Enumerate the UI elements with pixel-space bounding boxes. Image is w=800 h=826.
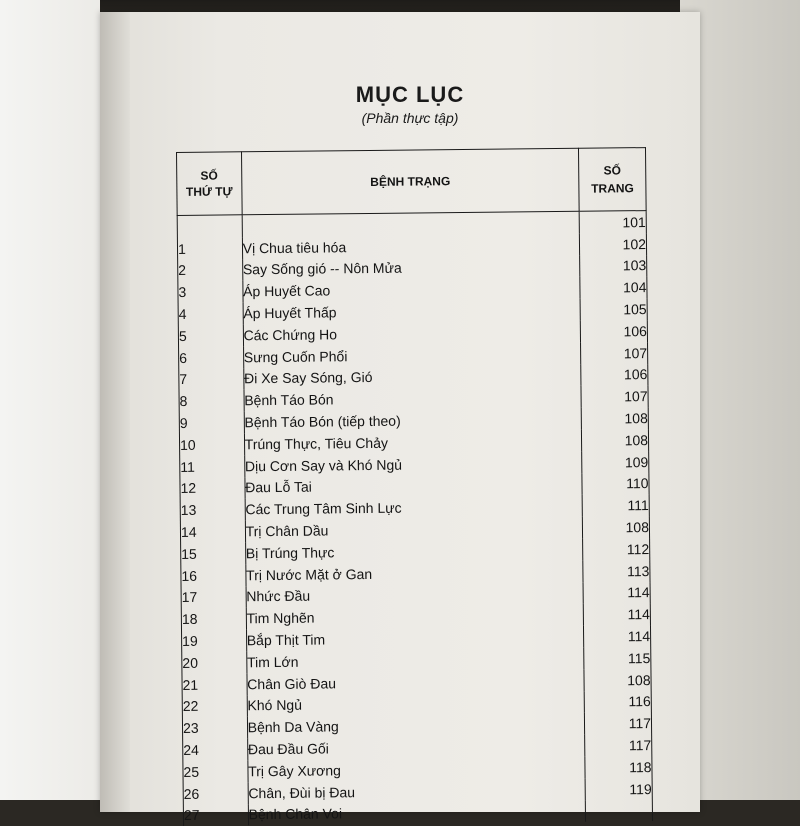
row-page: 108 (581, 407, 648, 429)
row-page: 108 (583, 516, 650, 538)
row-number: 15 (181, 542, 246, 564)
row-number: 20 (182, 651, 247, 673)
toc-table-body (177, 211, 652, 826)
row-page: 101 (579, 211, 646, 234)
table-row (183, 800, 652, 826)
row-condition: Vị Chua tiêu hóa (242, 234, 580, 259)
header-page-line2: TRANG (591, 181, 634, 196)
row-condition: Bệnh Chân Voi (248, 800, 586, 825)
row-number: 3 (178, 281, 243, 303)
row-condition: Chân, Đùi bị Đau (248, 778, 586, 803)
header-condition: BỆNH TRẠNG (241, 148, 579, 215)
page-subtitle: (Phần thực tập) (361, 110, 459, 126)
header-page (579, 148, 646, 212)
row-condition: Dịu Cơn Say và Khó Ngủ (244, 452, 582, 477)
row-condition: Các Trung Tâm Sinh Lực (245, 495, 583, 520)
row-number: 21 (182, 673, 247, 695)
row-condition: Trị Nước Mặt ở Gan (245, 561, 583, 586)
row-page: 119 (585, 778, 652, 800)
row-number: 16 (181, 564, 246, 586)
row-number: 1 (177, 237, 242, 259)
row-page: 102 (580, 233, 647, 255)
header-number-line1: SỐ (200, 168, 218, 183)
row-page: 118 (585, 756, 652, 778)
row-page: 116 (584, 691, 651, 713)
header-page-line1: SỐ (603, 163, 622, 178)
row-number (177, 215, 242, 238)
row-page: 110 (582, 473, 649, 495)
row-number: 11 (180, 455, 245, 477)
row-page: 105 (580, 298, 647, 320)
row-condition: Tim Lớn (246, 648, 584, 673)
row-page: 112 (583, 538, 650, 560)
row-number: 23 (182, 717, 247, 739)
row-condition: Áp Huyết Cao (243, 277, 581, 302)
row-page: 104 (580, 276, 647, 298)
row-number: 17 (181, 586, 246, 608)
row-condition: Nhức Đầu (246, 582, 584, 607)
row-page: 111 (582, 494, 649, 516)
row-number: 18 (181, 608, 246, 630)
row-condition: Khó Ngủ (247, 691, 585, 716)
row-page: 103 (580, 255, 647, 277)
row-condition: Bắp Thịt Tim (246, 626, 584, 651)
row-number: 25 (183, 760, 248, 782)
row-number: 12 (180, 477, 245, 499)
row-number: 9 (179, 411, 244, 433)
header-number-line2: THỨ TỰ (185, 184, 233, 199)
row-number: 7 (179, 368, 244, 390)
page-title: MỤC LỤC (355, 82, 465, 107)
row-page: 106 (581, 364, 648, 386)
row-page: 107 (581, 385, 648, 407)
row-number: 22 (182, 695, 247, 717)
row-number: 6 (179, 346, 244, 368)
row-number: 14 (180, 520, 245, 542)
row-condition: Bệnh Da Vàng (247, 713, 585, 738)
row-page: 108 (584, 669, 651, 691)
row-condition: Đau Đầu Gối (247, 735, 585, 760)
row-condition: Trị Gây Xương (248, 757, 586, 782)
row-condition: Tim Nghẽn (246, 604, 584, 629)
row-number: 4 (178, 302, 243, 324)
row-condition: Say Sống gió -- Nôn Mửa (242, 255, 580, 280)
row-condition: Trúng Thực, Tiêu Chảy (244, 430, 582, 455)
row-page: 106 (580, 320, 647, 342)
row-page: 109 (582, 451, 649, 473)
row-page (585, 800, 652, 822)
row-condition: Các Chứng Ho (243, 321, 581, 346)
row-condition: Chân Giò Đau (247, 669, 585, 694)
row-page: 108 (582, 429, 649, 451)
row-number: 10 (179, 433, 244, 455)
row-condition: Trị Chân Dầu (245, 517, 583, 542)
row-number: 13 (180, 499, 245, 521)
row-page: 114 (584, 625, 651, 647)
row-condition: Sưng Cuốn Phổi (243, 343, 581, 368)
toc-table (176, 147, 653, 826)
row-page: 117 (585, 712, 652, 734)
row-condition: Bị Trúng Thực (245, 539, 583, 564)
row-page: 113 (583, 560, 650, 582)
row-number: 8 (179, 390, 244, 412)
row-page: 107 (581, 342, 648, 364)
row-number: 19 (182, 629, 247, 651)
toc-table-header (177, 148, 647, 216)
row-page: 117 (585, 734, 652, 756)
header-number (177, 152, 242, 216)
row-condition: Đau Lỗ Tai (245, 473, 583, 498)
row-condition: Áp Huyết Thấp (243, 299, 581, 324)
row-page: 114 (583, 582, 650, 604)
row-number: 5 (178, 324, 243, 346)
background-surface-left (0, 0, 100, 800)
row-number: 2 (178, 259, 243, 281)
row-number: 24 (183, 738, 248, 760)
row-page: 115 (584, 647, 651, 669)
row-number: 27 (183, 804, 248, 826)
row-condition: Bệnh Táo Bón (244, 386, 582, 411)
row-condition: Bệnh Táo Bón (tiếp theo) (244, 408, 582, 433)
row-condition: Đi Xe Say Sóng, Gió (243, 364, 581, 389)
row-page: 114 (583, 603, 650, 625)
row-number: 26 (183, 782, 248, 804)
page-binding-shadow (100, 12, 130, 812)
